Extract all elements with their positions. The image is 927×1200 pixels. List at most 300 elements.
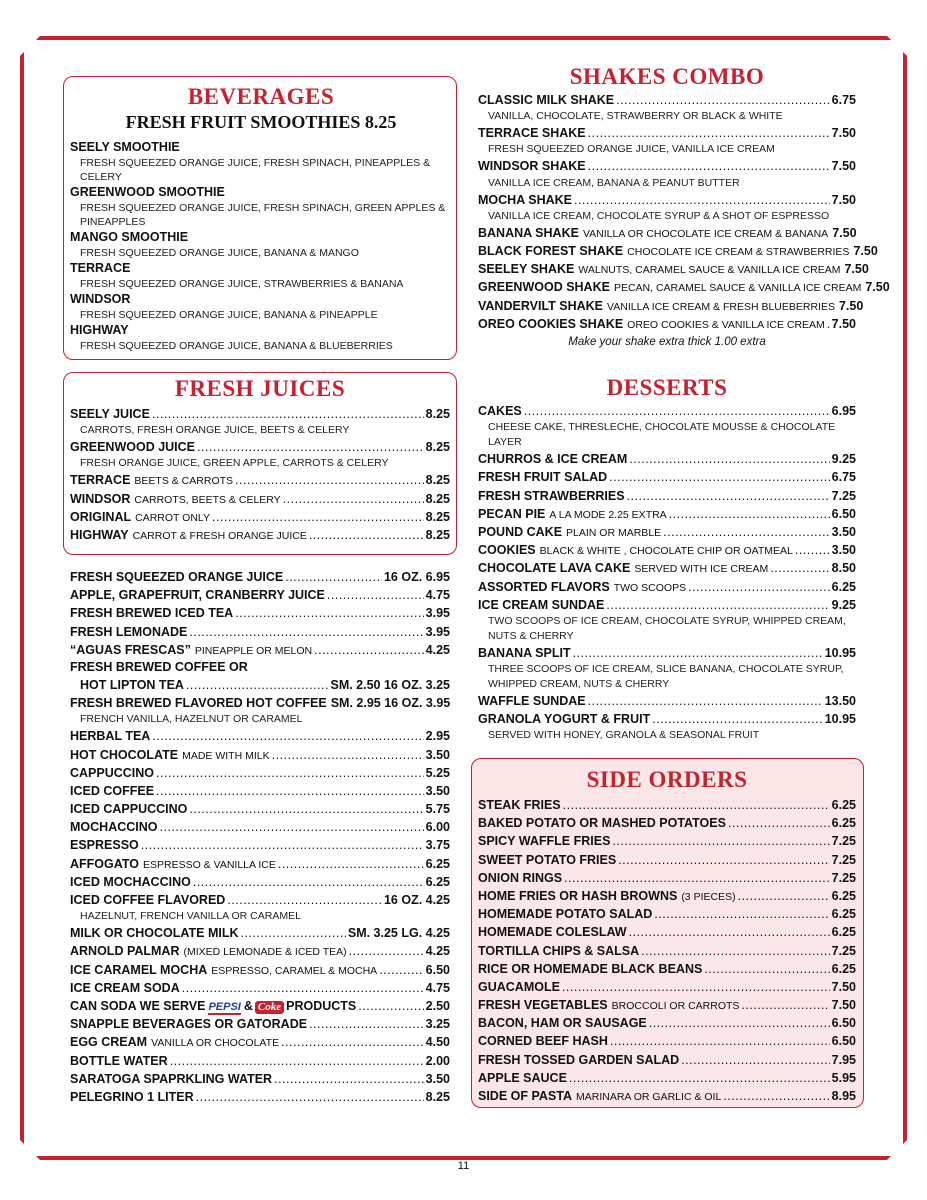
shake-name: BLACK FOREST SHAKE: [478, 243, 624, 258]
juice-note: BEETS & CARROTS: [134, 475, 234, 488]
drink-row: [70, 818, 450, 836]
drink-price: 4.25: [425, 944, 450, 959]
side-name: HOME FRIES OR HASH BROWNS: [478, 888, 678, 903]
dessert-row: [478, 559, 856, 577]
soda-products: PRODUCTS: [286, 998, 357, 1013]
dot-leader: [612, 832, 829, 850]
page-number: 11: [457, 1160, 470, 1172]
dessert-price: 6.95: [831, 404, 856, 418]
drink-row: [70, 979, 450, 997]
drink-name: FRESH LEMONADE: [70, 624, 188, 639]
side-note: (3 PIECES): [681, 890, 736, 903]
side-price: 6.25: [831, 907, 856, 922]
juice-price: 8.25: [425, 440, 450, 455]
dessert-row: [478, 541, 856, 559]
dot-leader: [588, 124, 830, 142]
dot-leader: [564, 869, 830, 887]
flavored-coffee-name: FRESH BREWED FLAVORED HOT COFFEE: [70, 696, 327, 711]
dot-leader: [641, 942, 830, 960]
side-row: [478, 869, 856, 887]
dessert-row: [478, 523, 856, 541]
shake-name: MOCHA SHAKE: [478, 192, 572, 207]
side-price: 6.25: [831, 816, 856, 831]
drink-price: 4.75: [425, 588, 450, 603]
side-row: [478, 814, 856, 832]
juice-note: CARROT & FRESH ORANGE JUICE: [132, 529, 307, 542]
dot-leader: [681, 1051, 829, 1069]
smoothie-desc: FRESH SQUEEZED ORANGE JUICE, BANANA & MANGO: [80, 247, 359, 259]
side-name: BACON, HAM OR SAUSAGE: [478, 1016, 647, 1031]
drink-price: 16 OZ. 6.95: [383, 570, 450, 584]
side-name: FRESH TOSSED GARDEN SALAD: [478, 1052, 680, 1067]
coffee-name: HOT LIPTON TEA: [80, 677, 184, 692]
dot-leader: [741, 996, 829, 1014]
side-row: [478, 996, 856, 1014]
side-name: ONION RINGS: [478, 870, 563, 885]
juice-price: 8.25: [425, 407, 450, 421]
side-name: GUACAMOLE: [478, 979, 560, 994]
dessert-row: [478, 644, 856, 662]
dessert-row: [478, 692, 856, 710]
shake-note: VANILLA ICE CREAM & FRESH BLUEBERRIES: [607, 300, 835, 313]
dessert-desc: TWO SCOOPS OF ICE CREAM, CHOCOLATE SYRUP, WHIPPED CREAM, NUTS & CHERRY: [488, 614, 846, 642]
drink-row: [70, 1070, 450, 1088]
dot-leader: [197, 438, 424, 456]
dot-leader: [795, 541, 830, 559]
juice-price: 8.25: [425, 527, 450, 542]
dot-leader: [618, 851, 829, 869]
side-price: 7.95: [831, 1052, 856, 1067]
dot-leader: [629, 923, 830, 941]
drink-row: [70, 836, 450, 854]
dessert-row: [478, 505, 856, 523]
drink-row: [70, 924, 450, 942]
side-price: 5.95: [831, 1070, 856, 1085]
side-name: FRESH VEGETABLES: [478, 998, 608, 1013]
shake-price: 7.50: [844, 262, 869, 277]
dessert-name: CHOCOLATE LAVA CAKE: [478, 561, 631, 576]
coke-logo-icon: Coke: [255, 1001, 284, 1014]
dot-leader: [170, 1052, 424, 1070]
side-name: SPICY WAFFLE FRIES: [478, 834, 611, 849]
drink-name: ICED COFFEE FLAVORED: [70, 893, 226, 907]
beverages-title: BEVERAGES: [187, 84, 335, 109]
shake-row: [478, 224, 856, 242]
smoothie-desc: FRESH SQUEEZED ORANGE JUICE, FRESH SPINACH, PINEAPPLES & CELERY: [80, 157, 431, 183]
drink-name: ICED COFFEE: [70, 783, 155, 798]
dot-leader: [588, 692, 823, 710]
side-row: [478, 1051, 856, 1069]
dot-leader: [609, 468, 829, 486]
dot-leader: [654, 905, 829, 923]
shakes-section: [478, 64, 890, 351]
juice-row: [70, 526, 450, 544]
drink-price: 3.50: [425, 747, 450, 762]
side-name: APPLE SAUCE: [478, 1070, 567, 1085]
dot-leader: [212, 508, 424, 526]
smoothie-name: TERRACE: [70, 261, 131, 275]
drink-name: AFFOGATO: [70, 856, 139, 871]
dessert-row: [478, 468, 856, 486]
drink-name: ICE CARAMEL MOCHA: [70, 962, 208, 977]
dot-leader: [827, 315, 830, 333]
dessert-note: SERVED WITH ICE CREAM: [634, 563, 769, 576]
drink-note: ESPRESSO & VANILLA ICE: [142, 858, 276, 871]
side-price: 7.50: [831, 979, 856, 994]
dot-leader: [606, 596, 829, 614]
dot-leader: [629, 450, 829, 468]
side-price: 7.25: [831, 834, 856, 849]
drink-name: “AGUAS FRESCAS”: [70, 642, 191, 657]
juice-row: [70, 490, 450, 508]
flavored-coffee-price: SM. 2.95 16 OZ. 3.95: [330, 696, 451, 711]
dot-leader: [728, 814, 830, 832]
juice-price: 8.25: [425, 473, 450, 488]
drink-note: ESPRESSO, CARAMEL & MOCHA: [211, 964, 378, 977]
shake-price: 6.75: [831, 93, 856, 107]
shakes-list: [478, 91, 890, 333]
shake-name: GREENWOOD SHAKE: [478, 280, 610, 295]
dessert-price: 9.25: [831, 597, 856, 612]
shake-name: WINDSOR SHAKE: [478, 159, 586, 174]
drinks-list: [70, 568, 450, 1106]
smoothie-name: HIGHWAY: [70, 323, 129, 337]
dot-leader: [524, 402, 830, 420]
dot-leader: [272, 746, 424, 764]
smoothie-desc: FRESH SQUEEZED ORANGE JUICE, FRESH SPINACH, GREEN APPLES & PINEAPPLES: [80, 202, 446, 228]
dessert-name: PECAN PIE: [478, 506, 546, 521]
dessert-note: TWO SCOOPS: [613, 581, 687, 594]
side-row: [478, 905, 856, 923]
dessert-price: 10.95: [824, 645, 856, 660]
sides-title: SIDE ORDERS: [586, 767, 748, 792]
drink-row: [70, 586, 450, 604]
shake-row: [478, 157, 856, 175]
shake-name: VANDERVILT SHAKE: [478, 298, 604, 313]
dot-leader: [770, 559, 829, 577]
side-name: TORTILLA CHIPS & SALSA: [478, 943, 640, 958]
juice-row: [70, 471, 450, 489]
dot-leader: [281, 1033, 424, 1051]
drink-price: 3.50: [425, 1071, 450, 1086]
dot-leader: [738, 887, 830, 905]
pepsi-logo-icon: PEPSI: [208, 1000, 241, 1013]
drink-row: [70, 568, 450, 586]
juice-name: WINDSOR: [70, 491, 131, 506]
drink-price: 4.50: [425, 1035, 450, 1050]
shake-note: OREO COOKIES & VANILLA ICE CREAM: [627, 318, 825, 331]
dot-leader: [189, 800, 423, 818]
side-row: [478, 832, 856, 850]
side-row: [478, 923, 856, 941]
side-name: CORNED BEEF HASH: [478, 1034, 608, 1049]
dot-leader: [327, 586, 424, 604]
shake-desc: VANILLA ICE CREAM, BANANA & PEANUT BUTTER: [488, 176, 740, 189]
side-name: HOMEMADE POTATO SALAD: [478, 907, 653, 922]
juice-row: [70, 405, 450, 423]
dessert-price: 10.95: [824, 712, 856, 727]
dessert-row: [478, 596, 856, 614]
dot-leader: [156, 764, 424, 782]
dot-leader: [274, 1070, 424, 1088]
side-price: 7.25: [831, 852, 856, 867]
dot-leader: [616, 91, 830, 109]
dessert-row: [478, 578, 856, 596]
dot-leader: [152, 405, 424, 423]
dessert-price: 6.25: [831, 579, 856, 594]
drink-note: MADE WITH MILK: [182, 749, 270, 762]
flavored-coffee-row: [70, 694, 450, 712]
drink-price: 3.75: [425, 838, 450, 853]
shake-price: 7.50: [853, 243, 878, 258]
shake-name: TERRACE SHAKE: [478, 126, 586, 141]
dessert-row: [478, 402, 856, 420]
smoothies-list: [70, 139, 452, 353]
dot-leader: [652, 710, 823, 728]
drink-row: [70, 764, 450, 782]
drink-row: [70, 1033, 450, 1051]
drink-row: [70, 1052, 450, 1070]
side-row: [478, 851, 856, 869]
juice-row: [70, 508, 450, 526]
dot-leader: [235, 604, 423, 622]
dot-leader: [160, 818, 424, 836]
dot-leader: [358, 997, 423, 1015]
shake-price: 7.50: [832, 225, 857, 240]
shake-desc: VANILLA, CHOCOLATE, STRAWBERRY OR BLACK & WHITE: [488, 110, 783, 123]
drink-price: SM. 3.25 LG. 4.25: [347, 926, 450, 941]
juice-note: CARROT ONLY: [135, 511, 210, 524]
smoothie-desc: FRESH SQUEEZED ORANGE JUICE, STRAWBERRIES & BANANA: [80, 278, 404, 290]
dot-leader: [349, 942, 424, 960]
shake-row: [478, 297, 864, 315]
dessert-price: 9.25: [831, 452, 856, 467]
dessert-name: POUND CAKE: [478, 524, 563, 539]
drink-price: 4.75: [425, 980, 450, 995]
juice-price: 8.25: [425, 491, 450, 506]
drink-row: [70, 746, 450, 764]
shake-row: [478, 242, 878, 260]
dot-leader: [569, 1069, 830, 1087]
drink-name: BOTTLE WATER: [70, 1053, 168, 1068]
drink-price: 2.00: [425, 1053, 450, 1068]
drink-row: [70, 891, 450, 909]
drink-name: MOCHACCINO: [70, 820, 158, 835]
drink-price: 6.50: [425, 962, 450, 977]
soda-amp: &: [243, 998, 253, 1013]
dessert-name: FRESH STRAWBERRIES: [478, 488, 625, 503]
side-note: BROCCOLI OR CARROTS: [611, 1000, 740, 1013]
shake-price: 7.50: [831, 192, 856, 207]
dessert-price: 3.50: [831, 543, 856, 558]
drink-note: PINEAPPLE OR MELON: [194, 644, 313, 657]
shake-price: 7.50: [831, 126, 856, 141]
drink-price: 6.25: [425, 874, 450, 889]
side-row: [478, 978, 856, 996]
dot-leader: [663, 523, 829, 541]
dot-leader: [627, 487, 830, 505]
dot-leader: [186, 676, 329, 694]
dessert-price: 6.50: [831, 506, 856, 521]
dessert-name: ASSORTED FLAVORS: [478, 579, 610, 594]
dot-leader: [285, 568, 382, 586]
drink-note: (MIXED LEMONADE & ICED TEA): [183, 946, 347, 959]
side-price: 6.25: [831, 961, 856, 976]
smoothie-name: WINDSOR: [70, 292, 131, 306]
dessert-row: [478, 450, 856, 468]
dessert-desc: CHEESE CAKE, THRESLECHE, CHOCOLATE MOUSSE & CHOCOLATE LAYER: [488, 421, 836, 449]
drink-name: FRESH BREWED ICED TEA: [70, 606, 234, 621]
drink-row: [70, 873, 450, 891]
dot-leader: [379, 961, 423, 979]
flavored-coffee-desc: FRENCH VANILLA, HAZELNUT OR CARAMEL: [80, 713, 303, 726]
dot-leader: [283, 490, 424, 508]
dessert-row: [478, 487, 856, 505]
drink-price: 3.95: [425, 606, 450, 621]
drink-name: ARNOLD PALMAR: [70, 944, 180, 959]
drink-name: MILK OR CHOCOLATE MILK: [70, 926, 239, 941]
drink-row: [70, 604, 450, 622]
smoothie-name: MANGO SMOOTHIE: [70, 230, 189, 244]
beverages-section: [70, 84, 452, 353]
side-price: 6.50: [831, 1034, 856, 1049]
juice-name: SEELY JUICE: [70, 407, 150, 421]
dessert-note: BLACK & WHITE , CHOCOLATE CHIP OR OATMEAL: [539, 545, 793, 558]
juice-row: [70, 438, 450, 456]
desserts-title: DESSERTS: [606, 375, 728, 400]
shake-note: CHOCOLATE ICE CREAM & STRAWBERRIES: [627, 245, 850, 258]
side-price: 7.25: [831, 943, 856, 958]
side-row: [478, 796, 856, 814]
shake-name: SEELEY SHAKE: [478, 262, 575, 277]
drink-price: 5.25: [425, 765, 450, 780]
drink-name: ESPRESSO: [70, 838, 139, 853]
shake-note: WALNUTS, CARAMEL SAUCE & VANILLA ICE CREAM: [578, 264, 841, 277]
side-name: HOMEMADE COLESLAW: [478, 925, 627, 940]
coffee-price: SM. 2.50 16 OZ. 3.25: [330, 677, 450, 692]
drink-row: [70, 961, 450, 979]
desserts-list: [478, 402, 856, 743]
side-row: [478, 1014, 856, 1032]
side-price: 6.25: [831, 798, 856, 812]
side-price: 6.50: [831, 1016, 856, 1031]
drink-name: HOT CHOCOLATE: [70, 747, 179, 762]
side-note: MARINARA OR GARLIC & OIL: [576, 1091, 722, 1103]
dessert-desc: THREE SCOOPS OF ICE CREAM, SLICE BANANA, CHOCOLATE SYRUP, WHIPPED CREAM, NUTS & CHERRY: [488, 663, 844, 691]
dessert-price: 8.50: [831, 561, 856, 576]
dessert-price: 13.50: [824, 694, 856, 709]
dot-leader: [704, 960, 829, 978]
soda-name: CAN SODA WE SERVE: [70, 998, 206, 1013]
dot-leader: [241, 924, 346, 942]
shake-name: CLASSIC MILK SHAKE: [478, 93, 615, 107]
shakes-title: SHAKES COMBO: [569, 64, 765, 89]
drink-price: 2.95: [425, 729, 450, 744]
smoothie-name: GREENWOOD SMOOTHIE: [70, 185, 225, 199]
dot-leader: [152, 727, 423, 745]
smoothie-name: SEELY SMOOTHIE: [70, 140, 180, 154]
drink-name: PELEGRINO 1 LITER: [70, 1089, 194, 1104]
side-price: 6.25: [831, 888, 856, 903]
juice-note: CARROTS, BEETS & CELERY: [134, 493, 281, 506]
dessert-name: BANANA SPLIT: [478, 645, 571, 660]
shake-desc: FRESH SQUEEZED ORANGE JUICE, VANILLA ICE CREAM: [488, 143, 775, 156]
dot-leader: [309, 1015, 424, 1033]
drink-row: [70, 641, 450, 659]
drink-row: [70, 800, 450, 818]
dot-leader: [156, 782, 424, 800]
dessert-name: FRESH FRUIT SALAD: [478, 470, 608, 485]
dot-leader: [563, 796, 830, 814]
dessert-note: PLAIN OR MARBLE: [566, 526, 662, 539]
drink-price: 6.25: [425, 856, 450, 871]
drink-name: ICE CREAM SODA: [70, 980, 180, 995]
soda-row: [70, 997, 450, 1015]
dot-leader: [610, 1032, 830, 1050]
drink-name: SNAPPLE BEVERAGES OR GATORADE: [70, 1017, 308, 1032]
side-name: SWEET POTATO FRIES: [478, 852, 617, 867]
dessert-name: GRANOLA YOGURT & FRUIT: [478, 712, 651, 727]
dot-leader: [193, 873, 424, 891]
dot-leader: [278, 855, 424, 873]
drink-row: [70, 855, 450, 873]
drink-price: 16 OZ. 4.25: [383, 893, 450, 907]
dot-leader: [669, 505, 830, 523]
dot-leader: [723, 1087, 829, 1105]
juice-name: HIGHWAY: [70, 527, 129, 542]
drink-name: CAPPUCCINO: [70, 765, 155, 780]
dot-leader: [182, 979, 424, 997]
dessert-name: CAKES: [478, 404, 522, 418]
juice-name: ORIGINAL: [70, 509, 132, 524]
juice-name: TERRACE: [70, 473, 131, 488]
drink-row: [70, 782, 450, 800]
shake-row: [478, 191, 856, 209]
dessert-name: CHURROS & ICE CREAM: [478, 452, 628, 467]
shake-name: OREO COOKIES SHAKE: [478, 316, 624, 331]
shake-row: [478, 124, 856, 142]
side-price: 8.95: [831, 1089, 856, 1103]
dot-leader: [189, 623, 423, 641]
shake-note: PECAN, CARAMEL SAUCE & VANILLA ICE CREAM: [613, 282, 862, 295]
dessert-desc: SERVED WITH HONEY, GRANOLA & SEASONAL FRUIT: [488, 729, 760, 742]
dot-leader: [688, 578, 830, 596]
coffee-head: FRESH BREWED COFFEE OR: [70, 659, 248, 674]
juices-title: FRESH JUICES: [174, 376, 346, 401]
drink-name: ICED CAPPUCCINO: [70, 802, 188, 817]
dot-leader: [141, 836, 424, 854]
side-price: 6.25: [831, 925, 856, 940]
dot-leader: [309, 526, 424, 544]
side-row: [478, 1087, 856, 1105]
juices-section: [70, 376, 450, 544]
drink-note: VANILLA OR CHOCOLATE: [151, 1037, 280, 1050]
dot-leader: [227, 891, 382, 909]
shake-price: 7.50: [865, 280, 890, 295]
sides-list: [478, 796, 856, 1105]
drink-price: 8.25: [425, 1089, 450, 1104]
drink-row: [70, 727, 450, 745]
smoothies-title: FRESH FRUIT SMOOTHIES 8.25: [125, 112, 397, 132]
side-row: [478, 1032, 856, 1050]
side-price: 7.50: [831, 998, 856, 1013]
shake-name: BANANA SHAKE: [478, 225, 579, 240]
drink-row: [70, 1015, 450, 1033]
dot-leader: [562, 978, 830, 996]
side-row: [478, 1069, 856, 1087]
dot-leader: [573, 644, 823, 662]
shake-note: VANILLA OR CHOCOLATE ICE CREAM & BANANA: [582, 227, 829, 240]
